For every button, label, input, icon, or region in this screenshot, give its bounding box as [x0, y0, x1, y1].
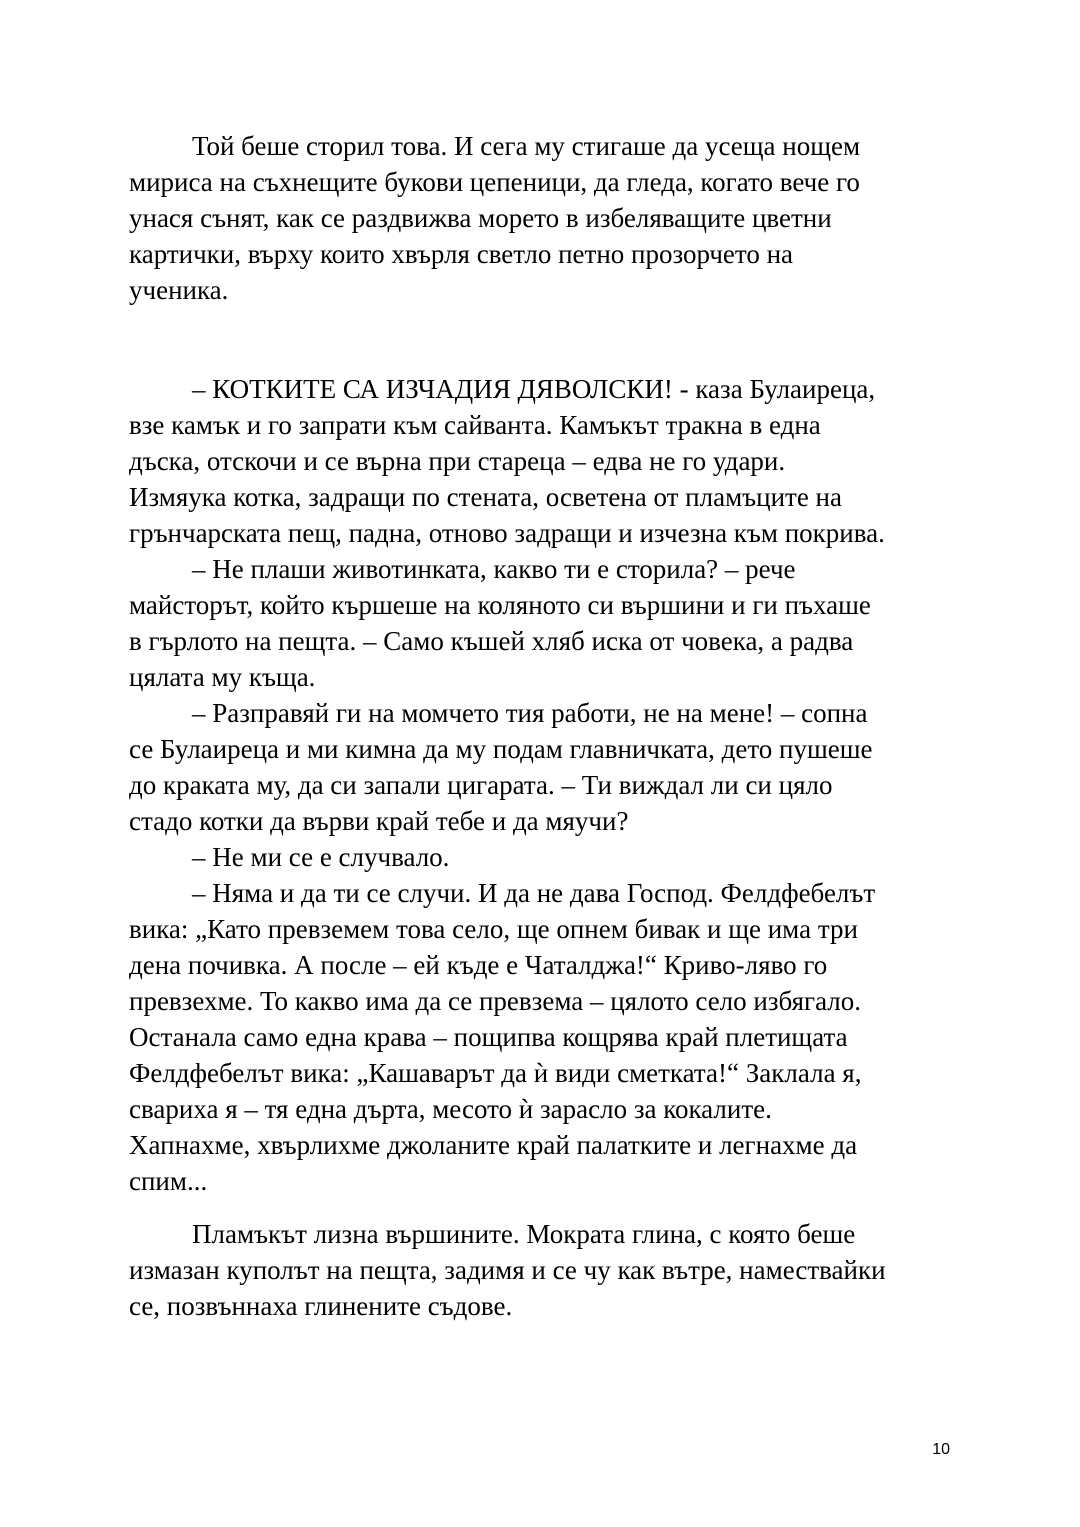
- text-line: вика: „Като превземем това село, ще опнем бивак и ще има три: [129, 914, 858, 944]
- text-line: Измяука котка, задращи по стената, осветена от пламъците на: [129, 482, 842, 512]
- text-line: Останала само една крава – пощипва кощрява край плетищата: [129, 1022, 848, 1052]
- text-line: Хапнахме, хвърлихме джоланите край палатките и легнахме да: [129, 1130, 858, 1160]
- text-line: свариха я – тя една дърта, месото ѝ зарасло за кокалите.: [129, 1094, 772, 1124]
- text-line: се Булаиреца и ми кимна да му подам главничката, дето пушеше: [129, 734, 873, 764]
- text-line: цялата му къща.: [129, 662, 316, 692]
- text-line: превзехме. То какво има да се превзема – цялото село избягало.: [129, 986, 862, 1016]
- paragraph-intro: [129, 128, 945, 308]
- text-line: взе камък и го запрати към сайванта. Камъкът тракна в една: [129, 410, 821, 440]
- text-line: дена почивка. А после – ей къде е Чаталджа!“ Криво-ляво го: [129, 950, 828, 980]
- text-line: – Не плаши животинката, какво ти е сторила? – рече: [192, 554, 796, 584]
- text-line: унася сънят, как се раздвижва морето в избеляващите цветни: [129, 203, 832, 233]
- text-line: Пламъкът лизна вършините. Мократа глина, с която беше: [192, 1219, 856, 1249]
- text-line: – Разправяй ги на момчето тия работи, не на мене! – сопна: [192, 698, 868, 728]
- text-line: ученика.: [129, 275, 229, 305]
- text-line: измазан куполът на пещта, задимя и се чу как вътре, намествайки: [129, 1255, 886, 1285]
- text-line: грънчарската пещ, падна, отново задращи и изчезна към покрива.: [129, 518, 885, 548]
- text-line: стадо котки да върви край тебе и да мяучи?: [129, 806, 629, 836]
- text-line: се, позвъннаха глинените съдове.: [129, 1291, 513, 1321]
- text-line: майсторът, който кършеше на коляното си вършини и ги пъхаше: [129, 590, 871, 620]
- text-line: дъска, отскочи и се върна при стареца – едва не го удари.: [129, 446, 786, 476]
- text-line: – КОТКИТЕ СА ИЗЧАДИЯ ДЯВОЛСКИ! - каза Булаиреца,: [192, 374, 876, 404]
- text-line: Той беше сторил това. И сега му стигаше да усеща нощем: [192, 131, 861, 161]
- dialogue-section: [129, 371, 945, 1199]
- page-number: 10: [932, 1441, 950, 1458]
- paragraph-closing: [129, 1216, 945, 1324]
- text-line: Фелдфебелът вика: „Кашаварът да ѝ види сметката!“ Заклала я,: [129, 1058, 862, 1088]
- text-line: в гърлото на пещта. – Само къшей хляб иска от човека, а радва: [129, 626, 854, 656]
- text-line: – Няма и да ти се случи. И да не дава Господ. Фелдфебелът: [192, 878, 876, 908]
- text-line: – Не ми се е случвало.: [192, 842, 450, 872]
- text-line: картички, върху които хвърля светло петно прозорчето на: [129, 239, 794, 269]
- text-line: до краката му, да си запали цигарата. – Ти виждал ли си цяло: [129, 770, 833, 800]
- text-line: спим...: [129, 1166, 208, 1196]
- text-line: мириса на съхнещите букови цепеници, да гледа, когато вече го: [129, 167, 860, 197]
